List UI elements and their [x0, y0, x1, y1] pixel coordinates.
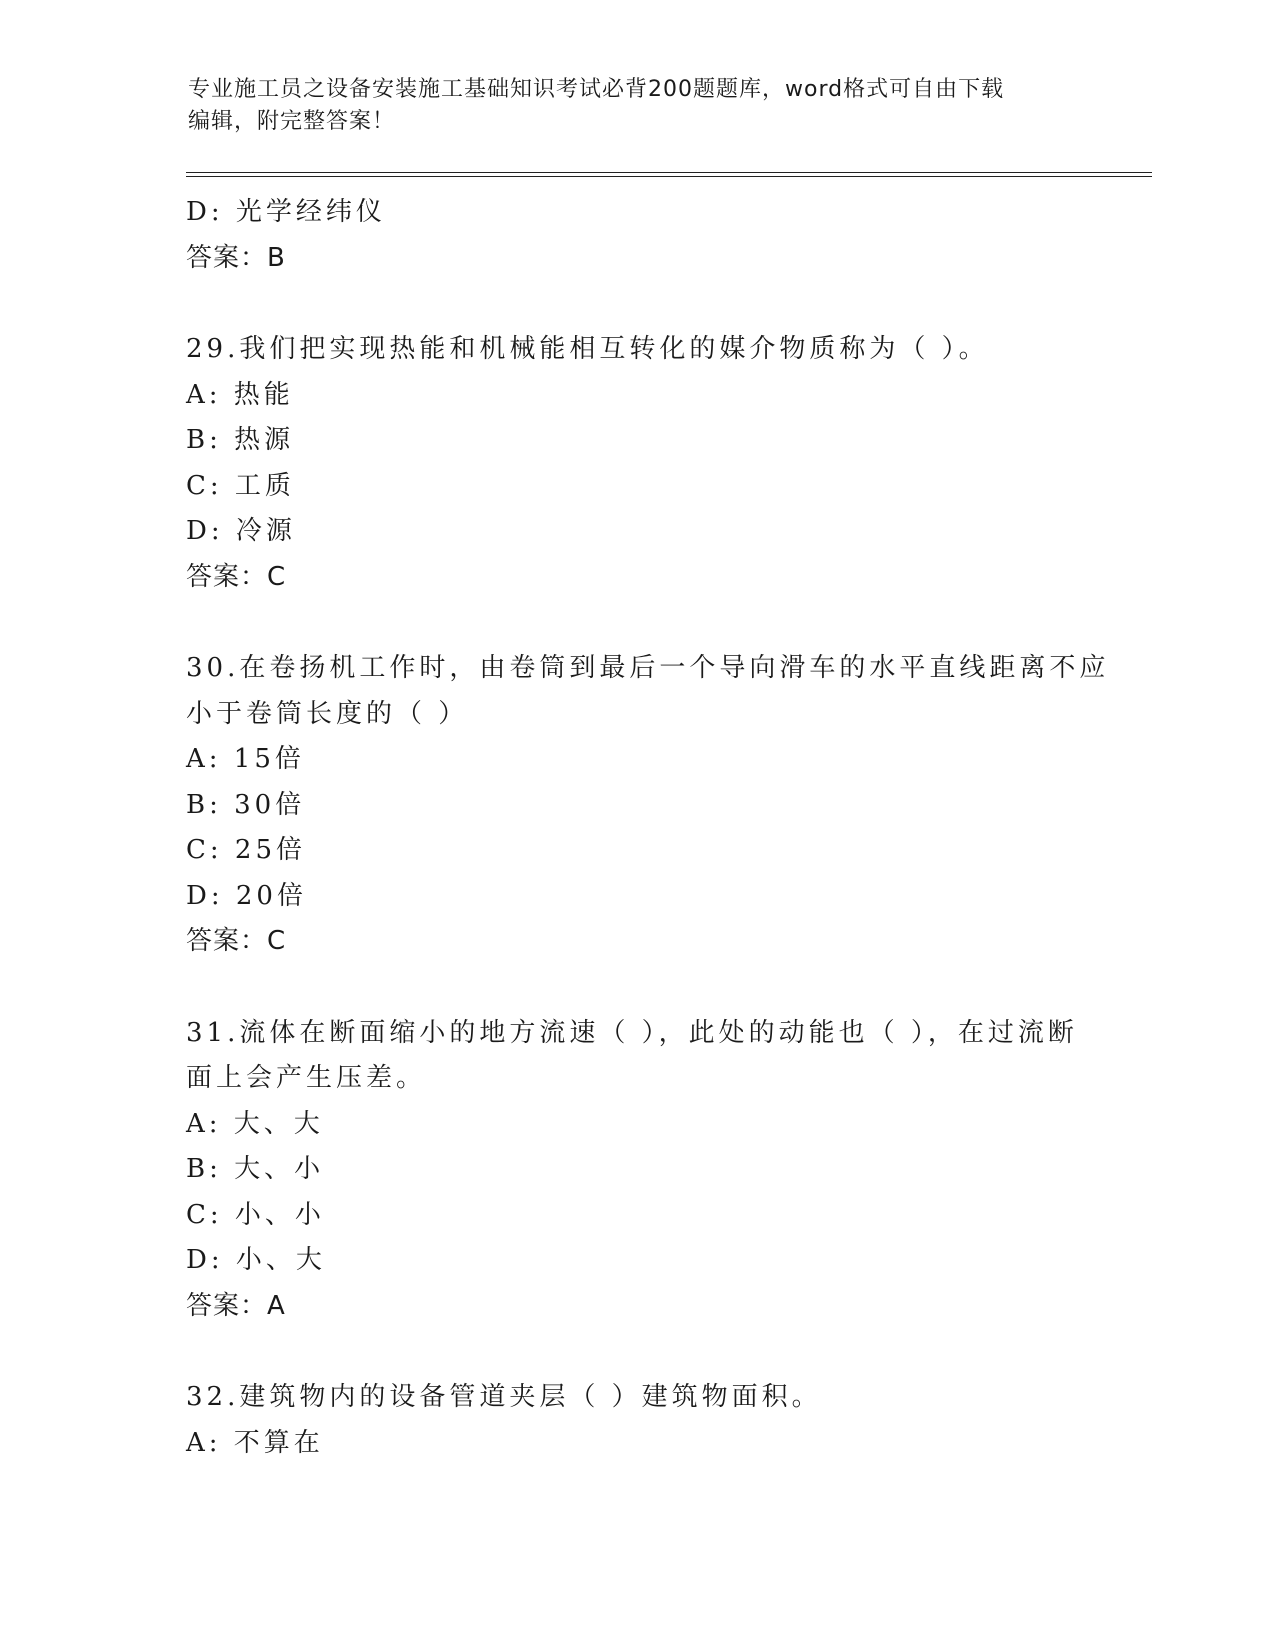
option-line: D: 20倍 — [186, 880, 307, 911]
document-header — [188, 74, 1068, 138]
option-line: D: 小、大 — [186, 1245, 326, 1275]
question-list — [186, 190, 1110, 1466]
question-text: 32.建筑物内的设备管道夹层（ ）建筑物面积。 — [186, 1382, 822, 1412]
question-text: 小于卷筒长度的（ ） — [186, 698, 469, 729]
option-line: B: 大、小 — [186, 1154, 325, 1184]
answer-line: 答案：A — [186, 1290, 286, 1321]
question-block-30 — [186, 646, 1110, 965]
header-line-1: 专业施工员之设备安装施工基础知识考试必背200题题库，word格式可自由下载 — [188, 77, 1005, 102]
question-text: 31.流体在断面缩小的地方流速（ ），此处的动能也（ ），在过流断 — [186, 1017, 1078, 1048]
option-line: A: 大、大 — [186, 1108, 324, 1139]
answer-line: 答案：C — [186, 561, 287, 592]
option-line: B: 30倍 — [186, 789, 306, 820]
prev-question-tail — [186, 190, 1086, 281]
header-line-2: 编辑，附完整答案！ — [188, 109, 396, 134]
answer-line: 答案：C — [186, 926, 287, 956]
header-rule-top — [186, 172, 1152, 173]
header-rule-bottom — [186, 176, 1152, 177]
option-line: C: 25倍 — [186, 835, 307, 865]
question-text: 30.在卷扬机工作时，由卷筒到最后一个导向滑车的水平直线距离不应 — [186, 653, 1110, 683]
option-line: B: 热源 — [186, 425, 295, 455]
option-line: A: 热能 — [186, 379, 294, 410]
option-line: A: 不算在 — [186, 1427, 324, 1458]
question-text: 面上会产生压差。 — [186, 1063, 427, 1093]
question-block-31 — [186, 1011, 1086, 1330]
question-block-32 — [186, 1375, 1086, 1466]
option-line: C: 小、小 — [186, 1199, 325, 1230]
option-line: A: 15倍 — [186, 744, 305, 774]
question-block-29 — [186, 327, 1086, 600]
option-line: C: 工质 — [186, 470, 295, 501]
answer-line: 答案：B — [186, 242, 286, 273]
option-line: D: 光学经纬仪 — [186, 197, 386, 227]
question-text: 29.我们把实现热能和机械能相互转化的媒介物质称为（ ）。 — [186, 334, 989, 364]
option-line: D: 冷源 — [186, 516, 296, 546]
